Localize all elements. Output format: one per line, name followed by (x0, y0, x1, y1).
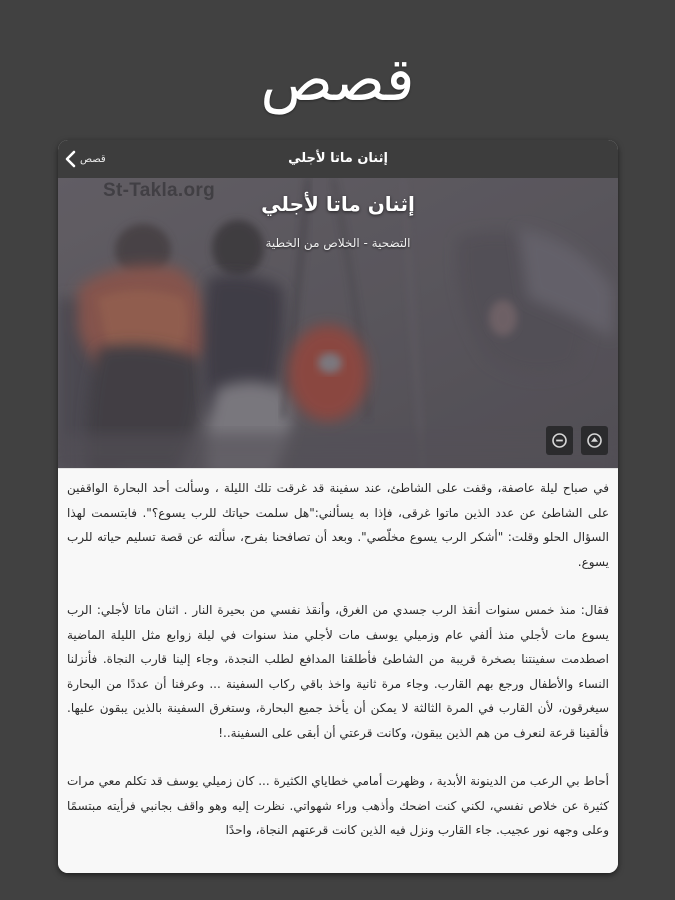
zoom-out-button[interactable] (546, 426, 573, 455)
zoom-out-icon (551, 432, 568, 449)
story-header (58, 140, 618, 179)
story-category: التضحية - الخلاص من الخطية (265, 236, 411, 250)
zoom-in-button[interactable] (581, 426, 608, 455)
story-title: إثنان ماتا لأجلي (261, 192, 415, 216)
story-header-title: إثنان ماتا لأجلي (288, 151, 388, 166)
back-button[interactable] (64, 149, 106, 169)
app-title: قصص (260, 45, 415, 115)
article-paragraph: أحاط بي الرعب من الدينونة الأبدية ، وظهرت أمامي خطاياي الكثيرة ... كان زميلي يوسف قد تكلم معي مرات كثيرة عن خلاص نفسي، لكني كنت اضحك وأذهب وراء شهواتي. نظرت إليه وهو واقف بجانبي فرأيته مبتسمًا وعلى وجهه نور عجيب. جاء القارب ونزل فيه الذين كانت قرعتهم النجاة، واحدًا (67, 774, 609, 837)
chevron-left-icon (64, 149, 78, 169)
story-article (58, 468, 618, 873)
story-card (58, 140, 618, 873)
hero-overlay (58, 178, 618, 468)
article-paragraph: فقال: منذ خمس سنوات أنقذ الرب جسدي من الغرق، وأنقذ نفسي من بحيرة النار . اثنان ماتا لأجلي: الرب يسوع مات لأجلي منذ ألفي عام وزميلي يوسف مات لأجلي منذ سنوات في ليلة زوابع مثل الليلة الماضية اصطدمت سفينتنا بصخرة قريبة من الشاطئ فأطلقنا المدافع لطلب النجدة، وجاء إلينا قارب النجاة. فأنزلنا النساء والأطفال ورجع بهم القارب. وجاء مرة ثانية واخذ باقي ركاب السفينة ... وعرفنا أن عددًا من البحارة سيغرقون، لأن القارب في المرة الثالثة لا يمكن أن يأخذ جميع البحارة، وستغرق السفينة بالذين يبقون عليها. فألقينا قرعة لنعرف من هم الذين يبقون، وكانت قرعتي أن أبقى على السفينة..! (67, 603, 609, 740)
story-text (58, 469, 618, 843)
back-button-label: قصص (80, 153, 106, 165)
watermark: St-Takla.org (103, 180, 215, 201)
article-paragraph: في صباح ليلة عاصفة، وقفت على الشاطئ، عند سفينة قد غرقت تلك الليلة ، وسألت أحد البحارة الواقفين على الشاطئ عن عدد الذين ماتوا غرقى، فإذا به يسألني:"هل سلمت حياتك للرب يسوع؟". فابتسمت لهذا السؤال الحلو وقلت: "أشكر الرب يسوع مخلّصي". وبعد أن تصافحنا بفرح، سألته عن قصة تسليم حياته للرب يسوع. (67, 481, 609, 569)
story-hero-image (58, 178, 618, 468)
zoom-in-icon (586, 432, 603, 449)
